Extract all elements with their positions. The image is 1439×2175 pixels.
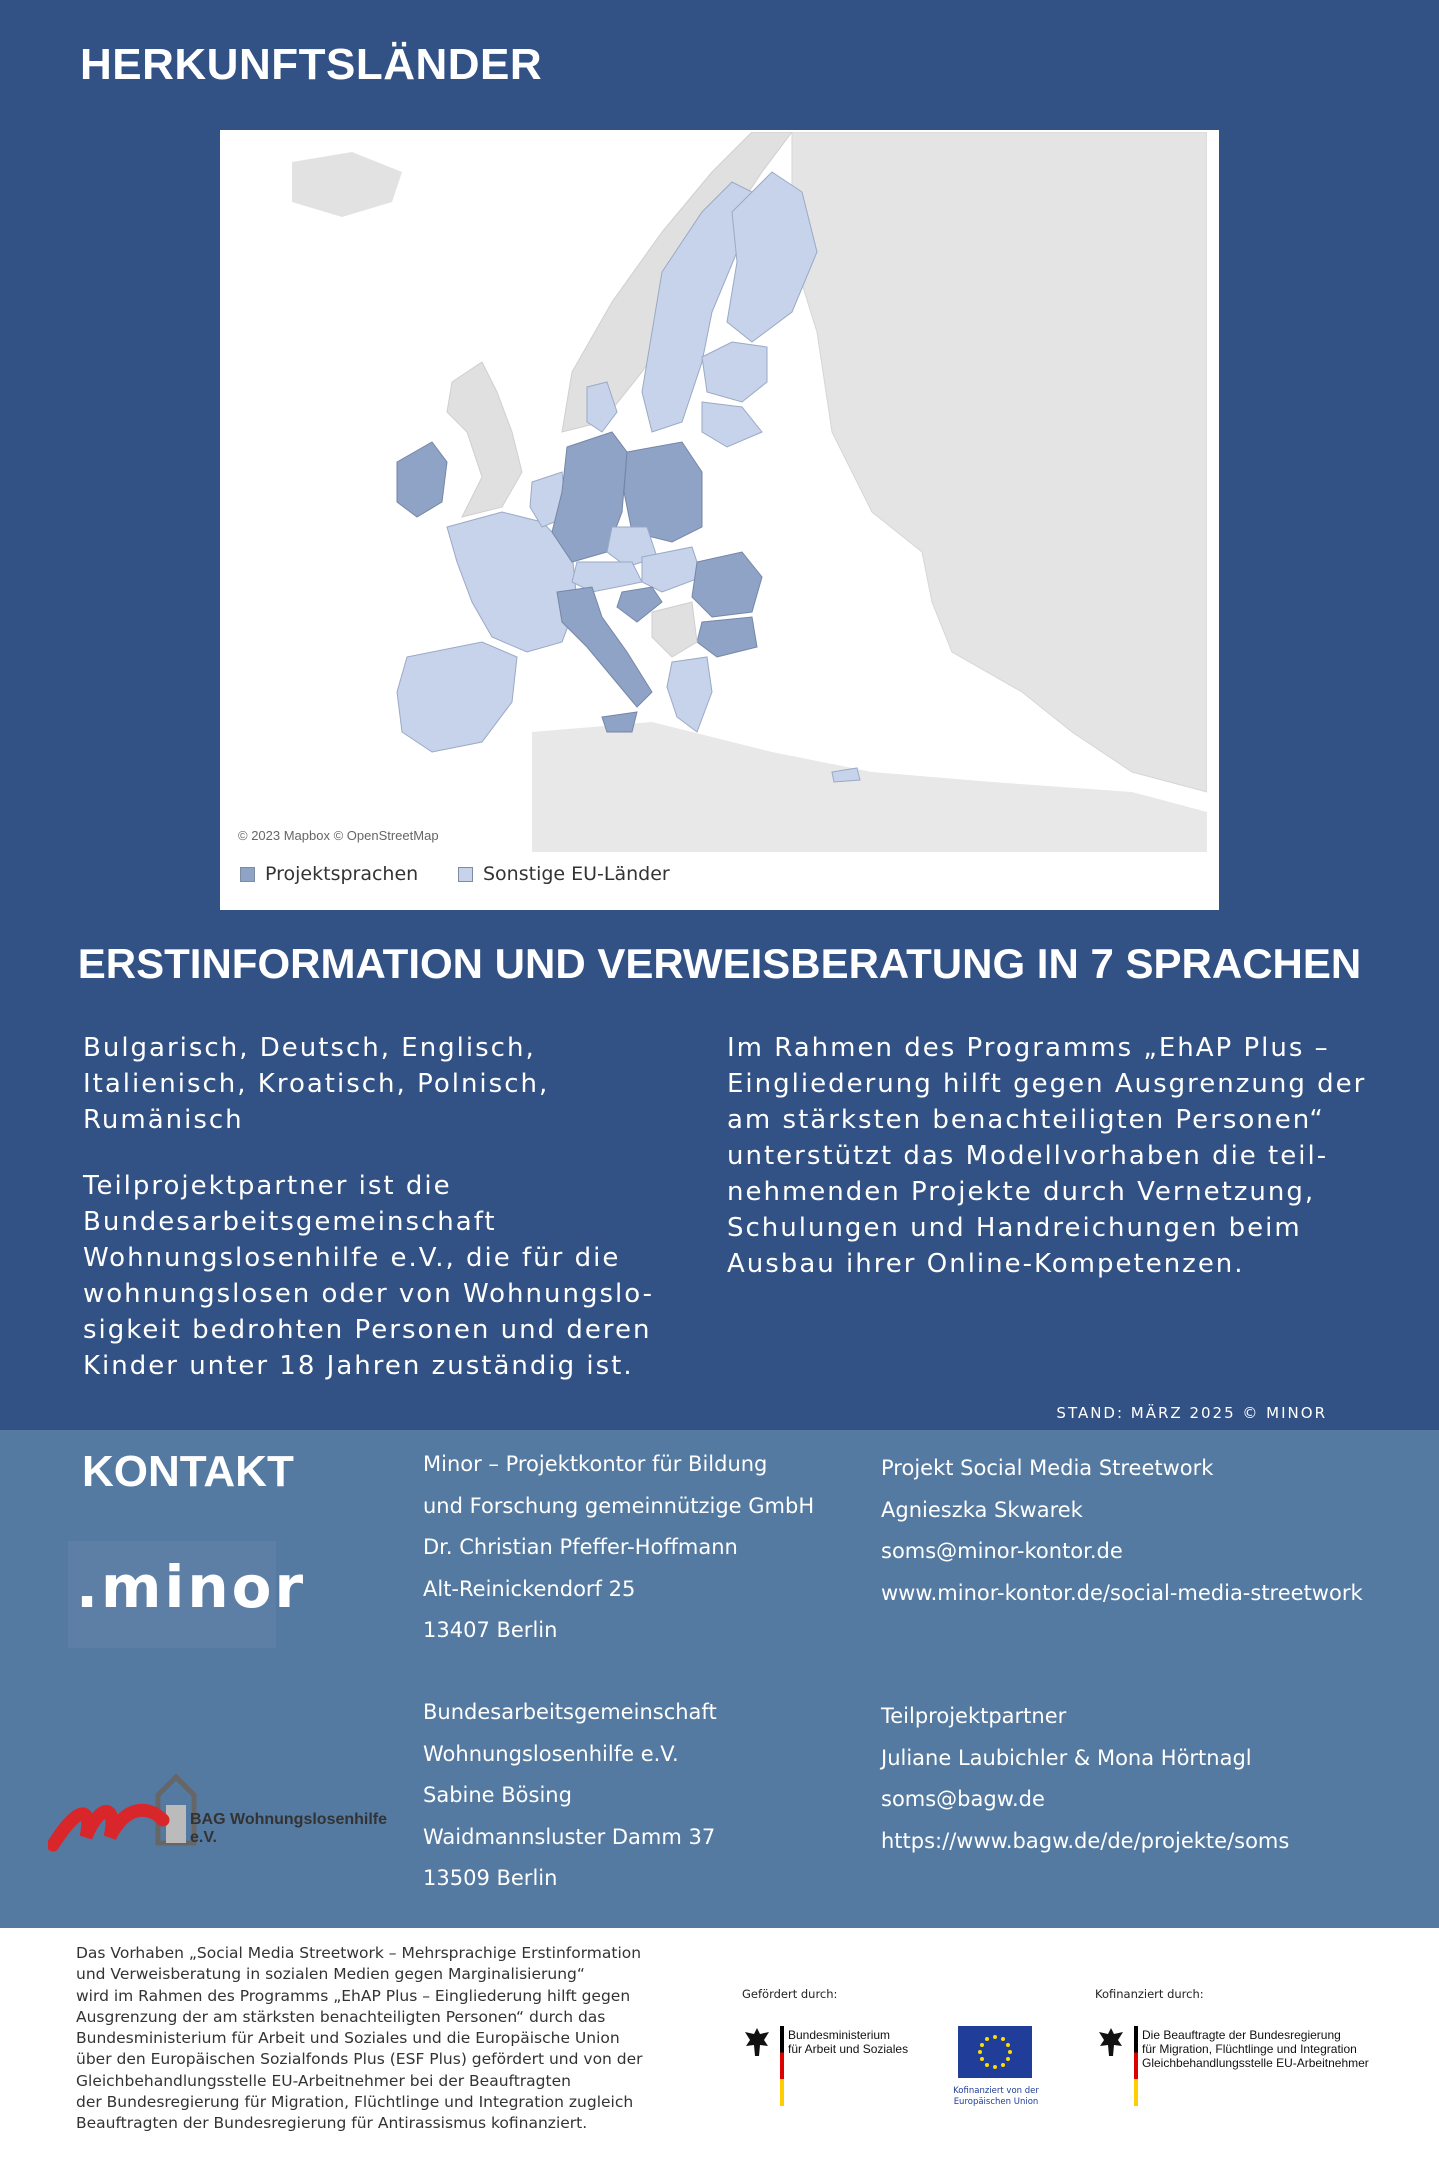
address-line: Dr. Christian Pfeffer-Hoffmann — [423, 1535, 738, 1559]
legend-swatch-other — [458, 867, 473, 882]
program-line: Im Rahmen des Programms „EhAP Plus – — [727, 1033, 1330, 1063]
beauftragte-line: Die Beauftragte der Bundesregierung — [1142, 2028, 1341, 2042]
program-line: Schulungen und Handreichungen beim — [727, 1213, 1302, 1243]
funding-notice — [76, 1943, 676, 2135]
beauftragte-line: für Migration, Flüchtlinge und Integration — [1142, 2042, 1357, 2056]
address-line: Minor – Projektkontor für Bildung — [423, 1452, 768, 1476]
partner-line: Wohnungslosenhilfe e.V., die für die — [83, 1243, 621, 1273]
federal-eagle-icon — [1096, 2026, 1126, 2060]
contact-line: Teilprojektpartner — [881, 1704, 1067, 1728]
legend-item-project — [240, 863, 418, 885]
program-line: am stärksten benachteiligten Personen“ — [727, 1105, 1325, 1135]
contact-person: Juliane Laubichler & Mona Hörtnagl — [881, 1745, 1252, 1770]
partner-line: Teilprojektpartner ist die — [83, 1171, 452, 1201]
languages-line: Bulgarisch, Deutsch, Englisch, — [83, 1033, 536, 1063]
beauftragte-name — [1142, 2028, 1369, 2070]
funding-line: über den Europäischen Sozialfonds Plus (ESF Plus) gefördert und von der — [76, 2050, 643, 2069]
partner-paragraph — [83, 1168, 654, 1384]
bagw-logo-text: BAG Wohnungslosenhilfe e.V. — [190, 1811, 388, 1846]
program-line: Eingliederung hilft gegen Ausgrenzung der — [727, 1069, 1367, 1099]
address-line: Bundesarbeitsgemeinschaft — [423, 1700, 717, 1724]
languages-paragraph — [83, 1030, 549, 1138]
eu-caption-line: Kofinanziert von der — [953, 2086, 1039, 2096]
beauftragte-line: Gleichbehandlungsstelle EU-Arbeitnehmer — [1142, 2056, 1369, 2070]
bmas-name — [788, 2028, 908, 2056]
address-line: 13509 Berlin — [423, 1866, 558, 1890]
map-attribution: © 2023 Mapbox © OpenStreetMap — [238, 828, 439, 843]
funding-line: Ausgrenzung der am stärksten benachteiligten Personen“ durch das — [76, 2007, 606, 2026]
address-line: Wohnungslosenhilfe e.V. — [423, 1741, 679, 1766]
email-link[interactable]: soms@bagw.de — [881, 1787, 1045, 1811]
europe-map-panel — [220, 130, 1219, 910]
website-link[interactable]: www.minor-kontor.de/social-media-streetwork — [881, 1580, 1363, 1605]
kofinanziert-label: Kofinanziert durch: — [1095, 1987, 1204, 2001]
bmas-line: für Arbeit und Soziales — [788, 2042, 909, 2056]
funding-line: Gleichbehandlungsstelle EU-Arbeitnehmer bei der Beauftragten — [76, 2071, 571, 2090]
funding-line: und Verweisberatung in sozialen Medien gegen Marginalisierung“ — [76, 1965, 585, 1984]
address-line: Waidmannsluster Damm 37 — [423, 1824, 716, 1849]
address-line: und Forschung gemeinnützige GmbH — [423, 1493, 815, 1518]
minor-project-contact — [881, 1448, 1363, 1614]
bmas-line: Bundesministerium — [788, 2028, 891, 2042]
contact-person: Agnieszka Skwarek — [881, 1497, 1083, 1522]
minor-logo — [68, 1541, 307, 1648]
eu-caption-line: Europäischen Union — [953, 2097, 1039, 2107]
program-paragraph — [727, 1030, 1366, 1282]
partner-line: sigkeit bedrohten Personen und deren — [83, 1315, 652, 1345]
address-line: Sabine Bösing — [423, 1783, 572, 1807]
partner-line: Bundesarbeitsgemeinschaft — [83, 1207, 497, 1237]
partner-line: wohnungslosen oder von Wohnungslo- — [83, 1279, 655, 1309]
funding-line: der Bundesregierung für Migration, Flüchtlinge und Integration zugleich — [76, 2093, 634, 2112]
email-link[interactable]: soms@minor-kontor.de — [881, 1539, 1123, 1563]
program-line: Ausbau ihrer Online-Kompetenzen. — [727, 1249, 1245, 1279]
minor-address — [423, 1444, 814, 1652]
address-line: 13407 Berlin — [423, 1618, 558, 1642]
bagw-logo — [48, 1765, 408, 1855]
legend-label-project: Projektsprachen — [265, 863, 419, 885]
europe-map — [232, 132, 1207, 852]
legend-item-other — [458, 863, 670, 885]
legend-swatch-project — [240, 867, 255, 882]
page-title: HERKUNFTSLÄNDER — [80, 40, 543, 89]
gefoerdert-label: Gefördert durch: — [742, 1987, 838, 2001]
german-flag-bar — [780, 2026, 784, 2106]
contact-line: Projekt Social Media Streetwork — [881, 1456, 1214, 1480]
address-line: Alt-Reinickendorf 25 — [423, 1576, 636, 1601]
federal-eagle-icon — [742, 2026, 772, 2060]
languages-line: Italienisch, Kroatisch, Polnisch, — [83, 1069, 550, 1099]
funding-line: Bundesministerium für Arbeit und Soziales und die Europäische Union — [76, 2029, 620, 2048]
funding-line: Beauftragten der Bundesregierung für Antirassismus kofinanziert. — [76, 2114, 588, 2133]
partner-line: Kinder unter 18 Jahren zuständig ist. — [83, 1351, 634, 1381]
contact-title: KONTAKT — [82, 1447, 294, 1496]
stand-date: STAND: MÄRZ 2025 © MINOR — [1056, 1404, 1327, 1422]
bagw-address — [423, 1692, 717, 1900]
bagw-project-contact — [881, 1696, 1289, 1862]
funding-line: wird im Rahmen des Programms „EhAP Plus – Eingliederung hilft gegen — [76, 1986, 631, 2005]
eu-flag-icon — [958, 2026, 1032, 2078]
program-line: unterstützt das Modellvorhaben die teil- — [727, 1141, 1329, 1171]
eu-caption — [952, 2086, 1040, 2108]
funding-line: Das Vorhaben „Social Media Streetwork – Mehrsprachige Erstinformation — [76, 1944, 642, 1962]
minor-logo-text: .minor — [76, 1553, 307, 1621]
german-flag-bar — [1134, 2026, 1138, 2106]
section-title: ERSTINFORMATION UND VERWEISBERATUNG IN 7 SPRACHEN — [77, 940, 1362, 987]
languages-line: Rumänisch — [83, 1105, 244, 1135]
legend-label-other: Sonstige EU-Länder — [483, 863, 670, 885]
website-link[interactable]: https://www.bagw.de/de/projekte/soms — [881, 1828, 1290, 1853]
program-line: nehmenden Projekte durch Vernetzung, — [727, 1177, 1316, 1207]
